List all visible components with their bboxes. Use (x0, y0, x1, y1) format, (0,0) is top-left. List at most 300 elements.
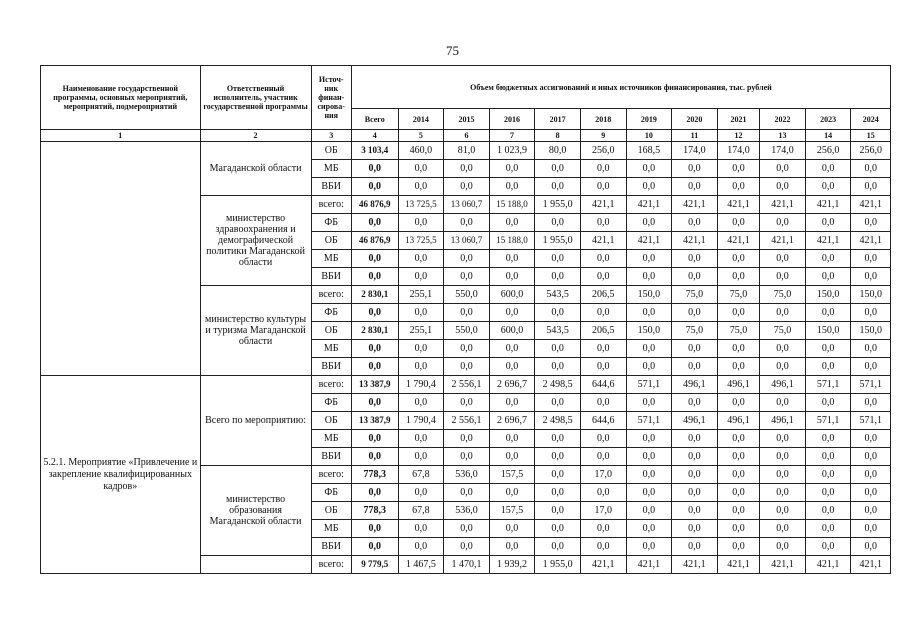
year-value-cell: 0,0 (489, 538, 535, 556)
header-year: 2017 (535, 109, 581, 130)
year-value-cell: 0,0 (489, 340, 535, 358)
year-value-cell: 0,0 (717, 502, 759, 520)
header-year: 2019 (626, 109, 672, 130)
total-value-cell: 46 876,9 (351, 196, 398, 214)
year-value-cell: 0,0 (851, 268, 891, 286)
year-value-cell: 150,0 (805, 322, 851, 340)
year-value-cell: 174,0 (672, 142, 718, 160)
source-cell: всего: (311, 376, 351, 394)
year-value-cell: 0,0 (672, 466, 718, 484)
header-col-number: 14 (805, 130, 851, 142)
year-value-cell: 0,0 (851, 484, 891, 502)
year-value-cell: 0,0 (851, 304, 891, 322)
year-value-cell: 150,0 (805, 286, 851, 304)
year-value-cell: 0,0 (717, 520, 759, 538)
year-value-cell: 0,0 (760, 520, 806, 538)
header-col-number: 11 (672, 130, 718, 142)
measure-name-cell (41, 142, 201, 376)
year-value-cell: 255,1 (398, 322, 444, 340)
year-value-cell: 496,1 (760, 412, 806, 430)
year-value-cell: 0,0 (580, 520, 626, 538)
year-value-cell: 0,0 (398, 520, 444, 538)
year-value-cell: 571,1 (626, 412, 672, 430)
total-value-cell: 0,0 (351, 340, 398, 358)
year-value-cell: 421,1 (851, 232, 891, 250)
year-value-cell: 0,0 (489, 430, 535, 448)
year-value-cell: 1 939,2 (489, 556, 535, 574)
total-value-cell: 13 387,9 (351, 376, 398, 394)
year-value-cell: 421,1 (851, 196, 891, 214)
year-value-cell: 0,0 (851, 394, 891, 412)
year-value-cell: 67,8 (398, 502, 444, 520)
year-value-cell: 256,0 (580, 142, 626, 160)
year-value-cell: 0,0 (626, 160, 672, 178)
year-value-cell: 0,0 (717, 538, 759, 556)
header-col-number: 13 (760, 130, 806, 142)
year-value-cell: 0,0 (535, 466, 581, 484)
executor-cell: министерство здравоохранения и демографической политики Магаданской области (200, 196, 311, 286)
year-value-cell: 421,1 (805, 196, 851, 214)
source-cell: ОБ (311, 142, 351, 160)
year-value-cell: 0,0 (760, 466, 806, 484)
year-value-cell: 496,1 (672, 412, 718, 430)
year-value-cell: 543,5 (535, 286, 581, 304)
year-value-cell: 206,5 (580, 286, 626, 304)
year-value-cell: 421,1 (717, 196, 759, 214)
year-value-cell: 67,8 (398, 466, 444, 484)
source-cell: ФБ (311, 304, 351, 322)
year-value-cell: 2 556,1 (444, 412, 490, 430)
year-value-cell: 0,0 (805, 178, 851, 196)
header-total: Всего (351, 109, 398, 130)
year-value-cell: 0,0 (760, 394, 806, 412)
total-value-cell: 13 387,9 (351, 412, 398, 430)
header-col-number: 12 (717, 130, 759, 142)
year-value-cell: 75,0 (717, 286, 759, 304)
year-value-cell: 0,0 (717, 268, 759, 286)
year-value-cell: 0,0 (626, 214, 672, 232)
year-value-cell: 1 790,4 (398, 376, 444, 394)
year-value-cell: 0,0 (535, 448, 581, 466)
year-value-cell: 536,0 (444, 502, 490, 520)
total-value-cell: 0,0 (351, 160, 398, 178)
header-col-number: 8 (535, 130, 581, 142)
total-value-cell: 46 876,9 (351, 232, 398, 250)
year-value-cell: 421,1 (805, 232, 851, 250)
year-value-cell: 571,1 (805, 412, 851, 430)
year-value-cell: 600,0 (489, 286, 535, 304)
year-value-cell: 0,0 (626, 484, 672, 502)
year-value-cell: 421,1 (580, 556, 626, 574)
year-value-cell: 496,1 (672, 376, 718, 394)
year-value-cell: 0,0 (444, 160, 490, 178)
year-value-cell: 2 696,7 (489, 412, 535, 430)
header-source: Источ-ник финан-сирова-ния (311, 66, 351, 130)
year-value-cell: 0,0 (580, 250, 626, 268)
year-value-cell: 150,0 (626, 322, 672, 340)
year-value-cell: 0,0 (805, 304, 851, 322)
year-value-cell: 174,0 (717, 142, 759, 160)
year-value-cell: 13 725,5 (398, 232, 444, 250)
year-value-cell: 0,0 (626, 430, 672, 448)
year-value-cell: 0,0 (760, 304, 806, 322)
year-value-cell: 421,1 (580, 196, 626, 214)
year-value-cell: 0,0 (805, 214, 851, 232)
year-value-cell: 0,0 (672, 340, 718, 358)
year-value-cell: 0,0 (851, 340, 891, 358)
year-value-cell: 0,0 (672, 502, 718, 520)
year-value-cell: 0,0 (535, 484, 581, 502)
year-value-cell: 0,0 (626, 304, 672, 322)
year-value-cell: 0,0 (760, 484, 806, 502)
header-col-number: 4 (351, 130, 398, 142)
year-value-cell: 0,0 (760, 250, 806, 268)
year-value-cell: 0,0 (489, 358, 535, 376)
year-value-cell: 75,0 (760, 322, 806, 340)
year-value-cell: 0,0 (805, 394, 851, 412)
year-value-cell: 0,0 (672, 214, 718, 232)
year-value-cell: 174,0 (760, 142, 806, 160)
executor-cell: Всего по мероприятию: (200, 376, 311, 466)
year-value-cell: 0,0 (580, 304, 626, 322)
year-value-cell: 0,0 (444, 538, 490, 556)
year-value-cell: 421,1 (760, 232, 806, 250)
year-value-cell: 0,0 (398, 358, 444, 376)
total-value-cell: 2 830,1 (351, 322, 398, 340)
year-value-cell: 0,0 (760, 214, 806, 232)
year-value-cell: 0,0 (851, 250, 891, 268)
year-value-cell: 0,0 (851, 214, 891, 232)
header-col-number: 6 (444, 130, 490, 142)
year-value-cell: 0,0 (580, 214, 626, 232)
year-value-cell: 0,0 (444, 340, 490, 358)
year-value-cell: 421,1 (805, 556, 851, 574)
header-col-number: 2 (200, 130, 311, 142)
year-value-cell: 421,1 (672, 232, 718, 250)
year-value-cell: 0,0 (489, 268, 535, 286)
year-value-cell: 0,0 (398, 430, 444, 448)
year-value-cell: 0,0 (535, 520, 581, 538)
page-number: 75 (446, 43, 459, 58)
year-value-cell: 0,0 (717, 160, 759, 178)
total-value-cell: 0,0 (351, 304, 398, 322)
year-value-cell: 0,0 (444, 178, 490, 196)
year-value-cell: 0,0 (805, 520, 851, 538)
year-value-cell: 0,0 (535, 268, 581, 286)
year-value-cell: 0,0 (489, 214, 535, 232)
source-cell: МБ (311, 520, 351, 538)
year-value-cell: 0,0 (444, 448, 490, 466)
year-value-cell: 15 188,0 (489, 196, 535, 214)
year-value-cell: 0,0 (444, 214, 490, 232)
source-cell: ВБИ (311, 358, 351, 376)
total-value-cell: 0,0 (351, 448, 398, 466)
source-cell: ФБ (311, 394, 351, 412)
measure-name-cell: 5.2.1. Мероприятие «Привлечение и закрепление квалифицированных кадров» (41, 376, 201, 574)
year-value-cell: 0,0 (580, 448, 626, 466)
year-value-cell: 421,1 (626, 556, 672, 574)
header-year: 2018 (580, 109, 626, 130)
year-value-cell: 1 955,0 (535, 232, 581, 250)
year-value-cell: 0,0 (398, 160, 444, 178)
year-value-cell: 0,0 (626, 178, 672, 196)
year-value-cell: 0,0 (444, 250, 490, 268)
year-value-cell: 0,0 (580, 358, 626, 376)
total-value-cell: 0,0 (351, 178, 398, 196)
year-value-cell: 2 696,7 (489, 376, 535, 394)
year-value-cell: 2 556,1 (444, 376, 490, 394)
year-value-cell: 0,0 (444, 304, 490, 322)
source-cell: ОБ (311, 502, 351, 520)
header-col-number: 1 (41, 130, 201, 142)
year-value-cell: 0,0 (851, 430, 891, 448)
total-value-cell: 3 103,4 (351, 142, 398, 160)
year-value-cell: 1 955,0 (535, 556, 581, 574)
year-value-cell: 157,5 (489, 502, 535, 520)
year-value-cell: 496,1 (717, 412, 759, 430)
year-value-cell: 0,0 (398, 268, 444, 286)
year-value-cell: 0,0 (580, 340, 626, 358)
year-value-cell: 0,0 (626, 538, 672, 556)
year-value-cell: 255,1 (398, 286, 444, 304)
year-value-cell: 0,0 (535, 340, 581, 358)
header-year: 2015 (444, 109, 490, 130)
year-value-cell: 256,0 (805, 142, 851, 160)
year-value-cell: 0,0 (535, 394, 581, 412)
year-value-cell: 0,0 (805, 484, 851, 502)
year-value-cell: 0,0 (851, 448, 891, 466)
year-value-cell: 0,0 (805, 250, 851, 268)
year-value-cell: 0,0 (489, 448, 535, 466)
year-value-cell: 0,0 (851, 358, 891, 376)
source-cell: всего: (311, 466, 351, 484)
year-value-cell: 0,0 (626, 502, 672, 520)
year-value-cell: 0,0 (717, 466, 759, 484)
year-value-cell: 0,0 (851, 160, 891, 178)
header-executor: Ответственный исполнитель, участник государственной программы (200, 66, 311, 130)
year-value-cell: 0,0 (580, 160, 626, 178)
total-value-cell: 0,0 (351, 520, 398, 538)
source-cell: МБ (311, 250, 351, 268)
year-value-cell: 17,0 (580, 466, 626, 484)
year-value-cell: 0,0 (717, 484, 759, 502)
year-value-cell: 0,0 (672, 250, 718, 268)
year-value-cell: 0,0 (398, 250, 444, 268)
total-value-cell: 0,0 (351, 214, 398, 232)
year-value-cell: 0,0 (398, 484, 444, 502)
year-value-cell: 0,0 (489, 250, 535, 268)
year-value-cell: 0,0 (580, 430, 626, 448)
year-value-cell: 0,0 (760, 502, 806, 520)
year-value-cell: 0,0 (805, 160, 851, 178)
year-value-cell: 0,0 (805, 430, 851, 448)
year-value-cell: 0,0 (398, 178, 444, 196)
year-value-cell: 0,0 (717, 250, 759, 268)
year-value-cell: 2 498,5 (535, 376, 581, 394)
year-value-cell: 1 955,0 (535, 196, 581, 214)
year-value-cell: 0,0 (717, 448, 759, 466)
year-value-cell: 0,0 (489, 304, 535, 322)
year-value-cell: 644,6 (580, 376, 626, 394)
header-year: 2022 (760, 109, 806, 130)
year-value-cell: 421,1 (626, 232, 672, 250)
header-year: 2016 (489, 109, 535, 130)
year-value-cell: 0,0 (398, 394, 444, 412)
total-value-cell: 0,0 (351, 538, 398, 556)
year-value-cell: 15 188,0 (489, 232, 535, 250)
year-value-cell: 0,0 (717, 214, 759, 232)
total-value-cell: 0,0 (351, 250, 398, 268)
year-value-cell: 80,0 (535, 142, 581, 160)
year-value-cell: 0,0 (760, 358, 806, 376)
source-cell: ФБ (311, 214, 351, 232)
year-value-cell: 0,0 (672, 538, 718, 556)
year-value-cell: 0,0 (444, 484, 490, 502)
year-value-cell: 0,0 (805, 268, 851, 286)
source-cell: ВБИ (311, 538, 351, 556)
year-value-cell: 0,0 (535, 214, 581, 232)
year-value-cell: 600,0 (489, 322, 535, 340)
year-value-cell: 0,0 (760, 430, 806, 448)
year-value-cell: 0,0 (672, 520, 718, 538)
year-value-cell: 0,0 (760, 538, 806, 556)
year-value-cell: 0,0 (626, 448, 672, 466)
year-value-cell: 0,0 (672, 160, 718, 178)
year-value-cell: 0,0 (535, 178, 581, 196)
year-value-cell: 0,0 (626, 520, 672, 538)
year-value-cell: 1 023,9 (489, 142, 535, 160)
year-value-cell: 0,0 (805, 502, 851, 520)
header-col-number: 10 (626, 130, 672, 142)
year-value-cell: 0,0 (672, 448, 718, 466)
year-value-cell: 0,0 (717, 394, 759, 412)
year-value-cell: 0,0 (626, 358, 672, 376)
year-value-cell: 0,0 (672, 484, 718, 502)
year-value-cell: 644,6 (580, 412, 626, 430)
year-value-cell: 0,0 (672, 268, 718, 286)
source-cell: ОБ (311, 232, 351, 250)
source-cell: ФБ (311, 484, 351, 502)
total-value-cell: 0,0 (351, 394, 398, 412)
source-cell: всего: (311, 556, 351, 574)
total-value-cell: 0,0 (351, 430, 398, 448)
source-cell: всего: (311, 196, 351, 214)
year-value-cell: 421,1 (760, 556, 806, 574)
year-value-cell: 150,0 (851, 322, 891, 340)
header-name: Наименование государственной программы, основных мероприятий, мероприятий, подмероприятий (41, 66, 201, 130)
year-value-cell: 571,1 (626, 376, 672, 394)
header-funding: Объем бюджетных ассигнований и иных источников финансирования, тыс. рублей (351, 66, 890, 109)
year-value-cell: 75,0 (672, 286, 718, 304)
year-value-cell: 0,0 (535, 502, 581, 520)
year-value-cell: 0,0 (672, 358, 718, 376)
year-value-cell: 0,0 (444, 358, 490, 376)
table-row (41, 376, 891, 394)
year-value-cell: 571,1 (851, 376, 891, 394)
source-cell: всего: (311, 286, 351, 304)
year-value-cell: 0,0 (580, 394, 626, 412)
year-value-cell: 0,0 (626, 268, 672, 286)
year-value-cell: 0,0 (398, 538, 444, 556)
source-cell: ВБИ (311, 178, 351, 196)
year-value-cell: 571,1 (851, 412, 891, 430)
year-value-cell: 75,0 (717, 322, 759, 340)
year-value-cell: 0,0 (851, 178, 891, 196)
header-col-number: 9 (580, 130, 626, 142)
year-value-cell: 0,0 (580, 484, 626, 502)
header-col-number: 5 (398, 130, 444, 142)
year-value-cell: 0,0 (805, 358, 851, 376)
year-value-cell: 0,0 (672, 430, 718, 448)
year-value-cell: 0,0 (851, 538, 891, 556)
year-value-cell: 0,0 (489, 394, 535, 412)
year-value-cell: 0,0 (760, 160, 806, 178)
header-year: 2023 (805, 109, 851, 130)
year-value-cell: 0,0 (444, 430, 490, 448)
total-value-cell: 778,3 (351, 502, 398, 520)
year-value-cell: 0,0 (398, 304, 444, 322)
header-col-number: 3 (311, 130, 351, 142)
year-value-cell: 0,0 (626, 394, 672, 412)
year-value-cell: 0,0 (580, 538, 626, 556)
table-row (41, 142, 891, 160)
year-value-cell: 0,0 (398, 340, 444, 358)
year-value-cell: 0,0 (535, 538, 581, 556)
year-value-cell: 0,0 (760, 340, 806, 358)
year-value-cell: 496,1 (717, 376, 759, 394)
header-year: 2021 (717, 109, 759, 130)
year-value-cell: 0,0 (580, 268, 626, 286)
year-value-cell: 421,1 (672, 196, 718, 214)
year-value-cell: 0,0 (444, 520, 490, 538)
year-value-cell: 421,1 (851, 556, 891, 574)
year-value-cell: 0,0 (672, 394, 718, 412)
total-value-cell: 0,0 (351, 268, 398, 286)
year-value-cell: 0,0 (489, 520, 535, 538)
year-value-cell: 13 060,7 (444, 196, 490, 214)
year-value-cell: 0,0 (444, 394, 490, 412)
year-value-cell: 256,0 (851, 142, 891, 160)
year-value-cell: 0,0 (760, 448, 806, 466)
year-value-cell: 0,0 (717, 178, 759, 196)
year-value-cell: 0,0 (444, 268, 490, 286)
year-value-cell: 13 060,7 (444, 232, 490, 250)
year-value-cell: 75,0 (760, 286, 806, 304)
header-year: 2024 (851, 109, 891, 130)
year-value-cell: 421,1 (580, 232, 626, 250)
year-value-cell: 0,0 (535, 304, 581, 322)
year-value-cell: 0,0 (760, 178, 806, 196)
year-value-cell: 17,0 (580, 502, 626, 520)
source-cell: МБ (311, 340, 351, 358)
year-value-cell: 0,0 (717, 340, 759, 358)
year-value-cell: 0,0 (805, 538, 851, 556)
year-value-cell: 0,0 (626, 250, 672, 268)
header-col-number: 15 (851, 130, 891, 142)
year-value-cell: 0,0 (717, 358, 759, 376)
year-value-cell: 550,0 (444, 286, 490, 304)
year-value-cell: 0,0 (489, 160, 535, 178)
header-col-number: 7 (489, 130, 535, 142)
year-value-cell: 81,0 (444, 142, 490, 160)
year-value-cell: 0,0 (851, 502, 891, 520)
year-value-cell: 0,0 (535, 358, 581, 376)
year-value-cell: 168,5 (626, 142, 672, 160)
year-value-cell: 150,0 (626, 286, 672, 304)
year-value-cell: 421,1 (672, 556, 718, 574)
source-cell: ОБ (311, 322, 351, 340)
year-value-cell: 0,0 (805, 448, 851, 466)
